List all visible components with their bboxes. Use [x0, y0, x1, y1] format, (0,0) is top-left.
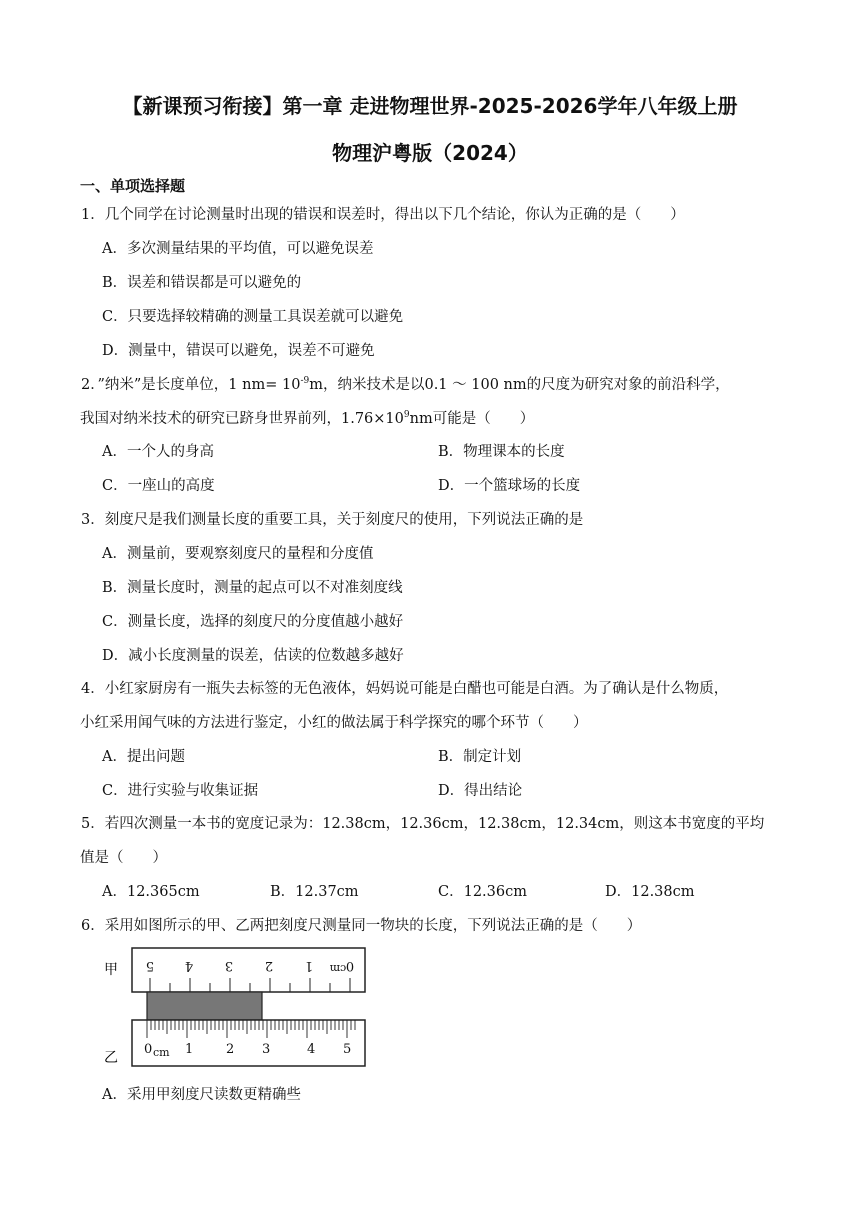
question-5-option-a: A．12.365cm — [102, 884, 200, 900]
question-3-option-b: B．测量长度时，测量的起点可以不对准刻度线 — [102, 580, 403, 596]
ruler-yi-unit: cm — [153, 1046, 170, 1059]
question-1-option-b: B．误差和错误都是可以避免的 — [102, 275, 302, 291]
question-2-option-c: C．一座山的高度 — [102, 478, 215, 494]
question-1-option-a: A．多次测量结果的平均值，可以避免误差 — [102, 241, 374, 257]
question-6-option-a: A．采用甲刻度尺读数更精确些 — [102, 1087, 301, 1103]
ruler-yi-label-1: 1 — [185, 1042, 194, 1057]
question-5-option-c: C．12.36cm — [438, 884, 527, 900]
question-2-option-d: D．一个篮球场的长度 — [438, 478, 581, 494]
question-4-stem-line2: 小红采用闻气味的方法进行鉴定，小红的做法属于科学探究的哪个环节（ ） — [80, 715, 588, 731]
question-4-option-d: D．得出结论 — [438, 783, 523, 799]
question-6-stem: 6．采用如图所示的甲、乙两把刻度尺测量同一物块的长度，下列说法正确的是（ ） — [81, 918, 642, 934]
ruler-jia-unit: cm — [329, 962, 347, 975]
ruler-jia-label-1: 1 — [304, 958, 314, 973]
question-4-option-c: C．进行实验与收集证据 — [102, 783, 259, 799]
ruler-yi-label-0: 0 — [144, 1042, 153, 1057]
question-4-option-a: A．提出问题 — [102, 749, 185, 765]
ruler-figure — [92, 943, 372, 1073]
question-4-stem: 4．小红家厨房有一瓶失去标签的无色液体，妈妈说可能是白醋也可能是白酒。为了确认是什么物质， — [81, 681, 729, 697]
measured-block — [147, 992, 262, 1020]
title-line-1: 【新课预习衔接】第一章 走进物理世界-2025-2026学年八年级上册 — [122, 94, 738, 118]
ruler-jia-label-0: 0 — [345, 958, 355, 973]
section-heading: 一、单项选择题 — [80, 177, 186, 195]
question-3-option-c: C．测量长度，选择的刻度尺的分度值越小越好 — [102, 614, 404, 630]
ruler-jia-label-4: 4 — [184, 958, 194, 973]
question-3-option-d: D．减小长度测量的误差，估读的位数越多越好 — [102, 648, 404, 664]
ruler-yi-label-4: 4 — [307, 1042, 316, 1057]
question-2-stem: 2．”纳米”是长度单位，1 $nm= 10^{-9}m$，纳米技术是以0.1 ～ 100 nm的尺度为研究对象的前沿科学， — [81, 376, 730, 393]
question-5-option-d: D．12.38cm — [605, 884, 695, 900]
title-line-2: 物理沪粤版（2024） — [332, 141, 528, 165]
question-1-option-d: D．测量中，错误可以避免，误差不可避免 — [102, 343, 375, 359]
question-2-option-a: A．一个人的身高 — [102, 444, 214, 460]
question-1-stem: 1．几个同学在讨论测量时出现的错误和误差时，得出以下几个结论，你认为正确的是（ ） — [81, 207, 685, 223]
ruler-jia-label-2: 2 — [264, 958, 274, 973]
question-2-stem-line2: 我国对纳米技术的研究已跻身世界前列，$1.76\times 10^9nm$可能是（ ） — [80, 410, 535, 427]
question-1-option-c: C．只要选择较精确的测量工具误差就可以避免 — [102, 309, 404, 325]
ruler-jia-label-5: 5 — [145, 958, 155, 973]
ruler-yi-label: 乙 — [104, 1050, 118, 1066]
ruler-yi-label-3: 3 — [262, 1042, 271, 1057]
question-5-stem: 5．若四次测量一本书的宽度记录为：12.38cm，12.36cm，12.38cm，12.34cm，则这本书宽度的平均 — [81, 816, 765, 832]
question-3-stem: 3．刻度尺是我们测量长度的重要工具，关于刻度尺的使用，下列说法正确的是 — [81, 512, 584, 528]
question-2-option-b: B．物理课本的长度 — [438, 444, 565, 460]
question-5-stem-line2: 值是（ ） — [80, 850, 167, 866]
ruler-jia-label: 甲 — [104, 962, 118, 978]
ruler-jia-label-3: 3 — [224, 958, 234, 973]
question-5-option-b: B．12.37cm — [270, 884, 359, 900]
ruler-yi-label-2: 2 — [226, 1042, 235, 1057]
question-4-option-b: B．制定计划 — [438, 749, 522, 765]
question-3-option-a: A．测量前，要观察刻度尺的量程和分度值 — [102, 546, 374, 562]
ruler-yi-label-5: 5 — [343, 1042, 352, 1057]
